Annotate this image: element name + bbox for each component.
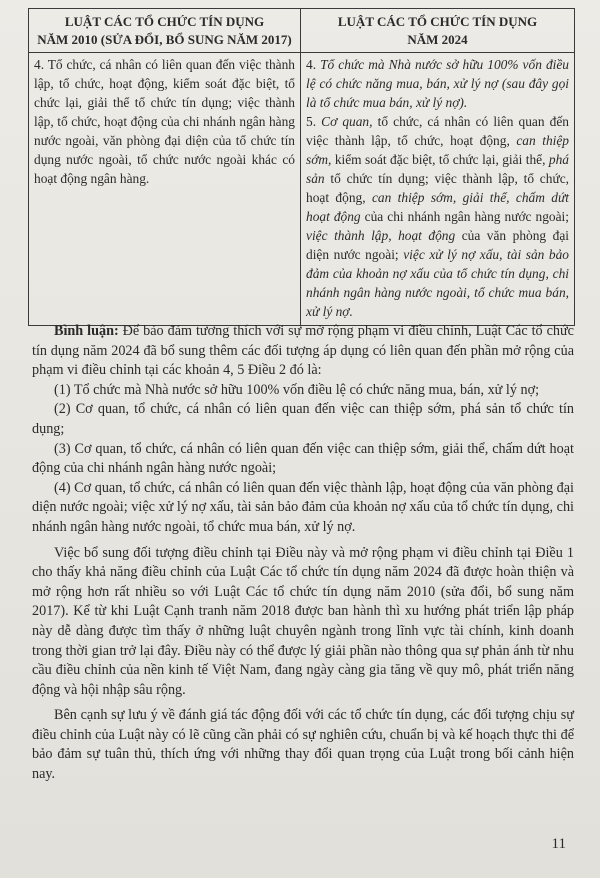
commentary-item-4: (4) Cơ quan, tổ chức, cá nhân có liên quan đến việc thành lập, hoạt động của văn phòng đại diện nước ngoài; việc xử lý nợ xấu, tài sản bảo đảm của khoản nợ xấu của tổ chức tín dụng, chi nhánh ngân hàng nước ngoài, tổ chức mua bán, xử lý nợ. [32,479,574,535]
right-item-5-part-h: can thiệp sớm, giải thể, chấm dứt hoạt động [306,190,569,224]
right-item-5-part-e: kiểm soát đặc biệt, tổ chức lại, giải thể, [334,152,549,167]
commentary-item-2: (2) Cơ quan, tổ chức, cá nhân có liên quan đến việc can thiệp sớm, phá sản tổ chức tín dụng; [32,401,574,437]
right-item-5-part-k: của văn phòng đại diện nước ngoài; [306,228,569,262]
header-right-line2: NĂM 2024 [407,32,468,47]
right-item-5-part-f: phá sản [306,152,569,186]
left-cell [29,53,301,326]
right-item-5-part-j: việc thành lập, hoạt động [306,228,462,243]
right-item-4-number: 4. [306,57,321,72]
commentary-paragraph-2: Việc bổ sung đối tượng điều chỉnh tại Điều này và mở rộng phạm vi điều chỉnh tại Điều 1 cho thấy khả năng điều chỉnh của Luật Các tổ chức tín dụng năm 2024 đã được hoàn thiện và mở rộng hơn rất nhiều so với Luật Các tổ chức tín dụng năm 2010 (sửa đổi, bổ sung năm 2017). Kể từ khi Luật Cạnh tranh năm 2018 được ban hành thì xu hướng phát triển lập pháp này dễ dàng được tìm thấy ở những luật chuyên ngành trong lĩnh vực tài chính, kinh doanh trong thời gian trở lại đây. Điều này có thể được lý giải phần nào thông qua sự phản ánh từ nhu cầu điều chỉnh của nền kinh tế Việt Nam, đang ngày càng gia tăng về quy mô, phát triển năng động và hội nhập sâu rộng. [32,544,574,698]
right-item-5-part-g: tổ chức tín dụng; việc thành lập, tổ chức, hoạt động, [306,171,569,205]
left-item-4: 4. Tổ chức, cá nhân có liên quan đến việc thành lập, tổ chức, hoạt động, kiểm soát đặc biệt, tổ chức lại, giải thể tổ chức tín dụng; việc thành lập, tổ chức, hoạt động của chi nhánh ngân hàng nước ngoài, văn phòng đại diện của tổ chức tín dụng nước ngoài, tổ chức nước ngoài khác có hoạt động ngân hàng. [34,57,295,186]
header-right-line1: LUẬT CÁC TỔ CHỨC TÍN DỤNG [337,14,538,29]
header-left-line1: LUẬT CÁC TỔ CHỨC TÍN DỤNG [64,14,265,29]
commentary-lead: Bình luận: [54,323,119,339]
page-number: 11 [551,836,566,852]
right-item-4 [306,55,569,112]
right-item-5-part-c: tổ chức, cá nhân có liên quan đến việc thành lập, tổ chức, hoạt động, [306,114,569,148]
commentary-section [32,322,574,785]
commentary-paragraph-3: Bên cạnh sự lưu ý về đánh giá tác động đối với các tổ chức tín dụng, các đối tượng chịu sự điều chỉnh của Luật này có lẽ cũng cần phải có sự nghiên cứu, chuẩn bị và kế hoạch thực thi để bảo đảm sự tuân thủ, thích ứng với những thay đổi quan trọng của Luật trong bối cảnh hiện nay. [32,707,574,783]
right-cell [301,53,575,326]
header-left [29,9,301,53]
header-right [301,9,575,53]
right-item-5-part-l: việc xử lý nợ xấu, tài sản bảo đảm của khoản nợ xấu của tổ chức tín dụng, chi nhánh ngân hàng nước ngoài, tổ chức mua bán, xử lý nợ. [306,247,570,319]
header-left-line2: NĂM 2010 (SỬA ĐỔI, BỔ SUNG NĂM 2017) [37,32,292,47]
right-item-5-part-b: Cơ quan, [321,114,378,129]
commentary-item-3: (3) Cơ quan, tổ chức, cá nhân có liên quan đến việc can thiệp sớm, giải thể, chấm dứt hoạt động của chi nhánh ngân hàng nước ngoài; [32,440,574,477]
table-row [29,53,575,326]
commentary-intro [32,322,574,381]
commentary-item-1: (1) Tổ chức mà Nhà nước sở hữu 100% vốn điều lệ có chức năng mua, bán, xử lý nợ; [54,381,540,398]
commentary-intro-text: Để bảo đảm tương thích với sự mở rộng phạm vi điều chỉnh, Luật Các tổ chức tín dụng năm 2024 đã bổ sung thêm các đối tượng áp dụng có liên quan đến phần mở rộng của phạm vi điều chỉnh tại các khoản 4, 5 Điều 2 đó là: [32,323,574,379]
right-item-5-number: 5. [306,114,322,129]
right-item-5 [306,112,569,321]
right-item-5-part-d: can thiệp sớm, [306,133,569,167]
right-item-4-text: Tổ chức mà Nhà nước sở hữu 100% vốn điều lệ có chức năng mua, bán, xử lý nợ (sau đây gọi là tổ chức mua bán, xử lý nợ). [306,57,569,110]
table-header-row [29,9,575,53]
comparison-table [28,8,575,326]
right-item-5-part-i: của chi nhánh ngân hàng nước ngoài; [364,209,569,224]
